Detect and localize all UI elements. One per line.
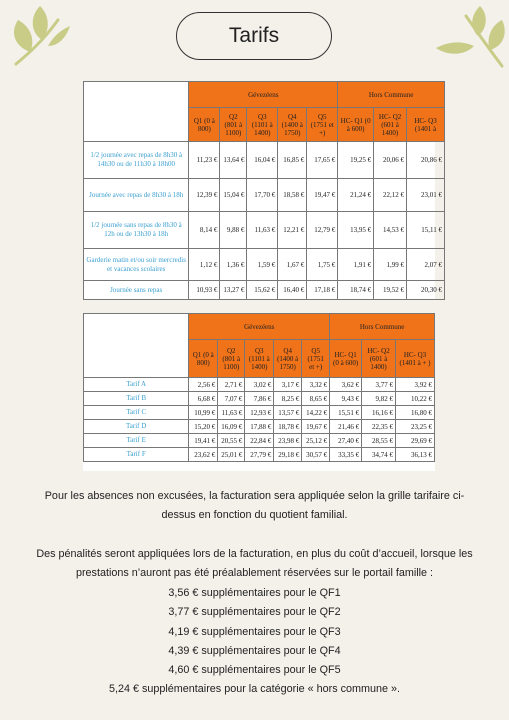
group-header-hors-commune: Hors Commune bbox=[330, 314, 435, 340]
column-header: Q5 (1751 et +) bbox=[307, 108, 338, 142]
table-cell: 15,62 € bbox=[247, 281, 278, 300]
list-item: 4,39 € supplémentaires pour le QF4 bbox=[168, 644, 341, 657]
table-cell: 12,79 € bbox=[307, 212, 338, 249]
table-cell: 21,46 € bbox=[330, 420, 362, 434]
table-cell: 1,91 € bbox=[338, 249, 374, 281]
table-cell: 16,09 € bbox=[218, 420, 245, 434]
table-cell: 16,85 € bbox=[278, 142, 307, 179]
table-cell: 3,02 € bbox=[245, 378, 274, 392]
table-cell: 19,47 € bbox=[307, 179, 338, 212]
table-row bbox=[84, 249, 445, 281]
table-cell: 11,63 € bbox=[218, 406, 245, 420]
table-cell: 13,95 € bbox=[338, 212, 374, 249]
table-cell: 25,12 € bbox=[302, 434, 330, 448]
table-cell: 25,01 € bbox=[218, 448, 245, 462]
table-row bbox=[84, 434, 435, 448]
list-item: 3,56 € supplémentaires pour le QF1 bbox=[168, 587, 341, 599]
row-label: Tarif E bbox=[84, 434, 189, 448]
table-cell: 19,25 € bbox=[338, 142, 374, 179]
tarifs-table-levels bbox=[83, 313, 435, 471]
table-cell: 14,22 € bbox=[302, 406, 330, 420]
table-cell: 2,71 € bbox=[218, 378, 245, 392]
table-cell: 21,24 € bbox=[338, 179, 374, 212]
table-cell: 10,22 € bbox=[396, 392, 435, 406]
table-cell: 12,21 € bbox=[278, 212, 307, 249]
table-cell: 19,52 € bbox=[374, 281, 407, 300]
table-row bbox=[84, 179, 445, 212]
table-cell: 20,55 € bbox=[218, 434, 245, 448]
list-item: 3,77 € supplémentaires pour le QF2 bbox=[168, 606, 341, 619]
table-cell: 8,25 € bbox=[274, 392, 302, 406]
table-cell: 22,12 € bbox=[374, 179, 407, 212]
table-cell: 17,65 € bbox=[307, 142, 338, 179]
absence-paragraph bbox=[16, 487, 493, 526]
table-cell: 17,18 € bbox=[307, 281, 338, 300]
row-label: Tarif B bbox=[84, 392, 189, 406]
column-header: Q3 (1101 à 1400) bbox=[245, 340, 274, 378]
group-header-gevezeens: Gévezéens bbox=[189, 314, 330, 340]
table-corner bbox=[84, 82, 189, 142]
row-label: 1/2 journée sans repas de 8h30 à 12h ou de 13h30 à 18h bbox=[84, 212, 189, 249]
table-cell: 15,51 € bbox=[330, 406, 362, 420]
text-line: Pour les absences non excusées, la facturation sera appliquée selon la grille tarifaire ci- bbox=[44, 490, 465, 502]
table-cell: 11,23 € bbox=[189, 142, 220, 179]
table-cell: 11,63 € bbox=[247, 212, 278, 249]
table-corner bbox=[84, 314, 189, 378]
list-item: 4,60 € supplémentaires pour le QF5 bbox=[168, 664, 341, 677]
table-cell: 6,68 € bbox=[189, 392, 218, 406]
table-cell: 20,30 € bbox=[407, 281, 445, 300]
table-cell: 3,32 € bbox=[302, 378, 330, 392]
table-cell: 36,13 € bbox=[396, 448, 435, 462]
column-header: Q5 (1751 et +) bbox=[302, 340, 330, 378]
table-cell: 2,56 € bbox=[189, 378, 218, 392]
table-cell: 12,93 € bbox=[245, 406, 274, 420]
table-cell: 23,25 € bbox=[396, 420, 435, 434]
table-cell: 23,62 € bbox=[189, 448, 218, 462]
column-header: HC- Q3 (1401 à bbox=[407, 108, 445, 142]
table-cell: 29,18 € bbox=[274, 448, 302, 462]
column-header: HC- Q1 (0 à 600) bbox=[338, 108, 374, 142]
table-row bbox=[84, 212, 445, 249]
table-cell: 18,78 € bbox=[274, 420, 302, 434]
group-header-gevezeens: Gévezéens bbox=[189, 82, 338, 108]
table-cell: 7,07 € bbox=[218, 392, 245, 406]
column-header: Q1 (0 à 800) bbox=[189, 108, 220, 142]
penalty-paragraph bbox=[16, 545, 493, 584]
column-header: Q3 (1101 à 1400) bbox=[247, 108, 278, 142]
table-cell: 2,07 € bbox=[407, 249, 445, 281]
table-cell: 10,99 € bbox=[189, 406, 218, 420]
leaf-decoration-right-icon bbox=[430, 6, 505, 74]
table-cell: 20,06 € bbox=[374, 142, 407, 179]
row-label: Journée sans repas bbox=[84, 281, 189, 300]
table-cell: 13,64 € bbox=[220, 142, 247, 179]
column-header: Q2 (801 à 1100) bbox=[218, 340, 245, 378]
table-cell: 9,43 € bbox=[330, 392, 362, 406]
penalty-list bbox=[16, 584, 493, 700]
column-header: HC- Q1 (0 à 600) bbox=[330, 340, 362, 378]
table-cell: 1,36 € bbox=[220, 249, 247, 281]
table-cell: 1,59 € bbox=[247, 249, 278, 281]
table-cell: 23,98 € bbox=[274, 434, 302, 448]
table-row bbox=[84, 378, 435, 392]
table-cell: 1,99 € bbox=[374, 249, 407, 281]
table-cell: 16,04 € bbox=[247, 142, 278, 179]
table-cell: 27,40 € bbox=[330, 434, 362, 448]
table-cell: 30,57 € bbox=[302, 448, 330, 462]
row-label: Journée avec repas de 8h30 à 18h bbox=[84, 179, 189, 212]
table-cell: 1,12 € bbox=[189, 249, 220, 281]
leaf-decoration-left-icon bbox=[8, 2, 70, 70]
table-cell: 19,67 € bbox=[302, 420, 330, 434]
table-cell: 18,74 € bbox=[338, 281, 374, 300]
table-row bbox=[84, 281, 445, 300]
table-row bbox=[84, 406, 435, 420]
table-cell: 22,84 € bbox=[245, 434, 274, 448]
table-cell: 34,74 € bbox=[362, 448, 396, 462]
table-row bbox=[84, 392, 435, 406]
table-cell: 3,17 € bbox=[274, 378, 302, 392]
table-cell: 16,40 € bbox=[278, 281, 307, 300]
table-row bbox=[84, 420, 435, 434]
table-cell: 1,67 € bbox=[278, 249, 307, 281]
table-cell: 10,93 € bbox=[189, 281, 220, 300]
table-cell: 33,35 € bbox=[330, 448, 362, 462]
text-line: dessus en fonction du quotient familial. bbox=[161, 509, 348, 522]
table-cell: 14,53 € bbox=[374, 212, 407, 249]
table-cell: 27,79 € bbox=[245, 448, 274, 462]
column-header: Q4 (1400 à 1750) bbox=[274, 340, 302, 378]
table-cell: 29,69 € bbox=[396, 434, 435, 448]
row-label: Garderie matin et/ou soir mercredis et vacances scolaires bbox=[84, 249, 189, 281]
table-cell: 3,92 € bbox=[396, 378, 435, 392]
table-cell: 7,86 € bbox=[245, 392, 274, 406]
table-row bbox=[84, 142, 445, 179]
table-cell: 16,16 € bbox=[362, 406, 396, 420]
text-line: Des pénalités seront appliquées lors de la facturation, en plus du coût d’accueil, lorsque les bbox=[36, 548, 473, 560]
table-cell: 15,04 € bbox=[220, 179, 247, 212]
column-header: Q2 (801 à 1100) bbox=[220, 108, 247, 142]
table-cell: 20,86 € bbox=[407, 142, 445, 179]
column-header: Q1 (0 à 800) bbox=[189, 340, 218, 378]
row-label: Tarif C bbox=[84, 406, 189, 420]
table-cell: 12,39 € bbox=[189, 179, 220, 212]
column-header: HC- Q3 (1401 à + ) bbox=[396, 340, 435, 378]
table-cell: 3,62 € bbox=[330, 378, 362, 392]
table-cell: 8,65 € bbox=[302, 392, 330, 406]
table-cell: 19,41 € bbox=[189, 434, 218, 448]
table-cell: 16,80 € bbox=[396, 406, 435, 420]
column-header: Q4 (1400 à 1750) bbox=[278, 108, 307, 142]
table-cell: 8,14 € bbox=[189, 212, 220, 249]
table-cell: 28,55 € bbox=[362, 434, 396, 448]
table-cell: 9,82 € bbox=[362, 392, 396, 406]
page-title-text: Tarifs bbox=[228, 24, 280, 47]
row-label: Tarif D bbox=[84, 420, 189, 434]
row-label: Tarif F bbox=[84, 448, 189, 462]
column-header: HC- Q2 (601 à 1400) bbox=[362, 340, 396, 378]
table-cell: 15,20 € bbox=[189, 420, 218, 434]
table-cell: 22,35 € bbox=[362, 420, 396, 434]
table-cell: 23,01 € bbox=[407, 179, 445, 212]
list-item: 4,19 € supplémentaires pour le QF3 bbox=[168, 625, 341, 638]
column-header: HC- Q2 (601 à 1400) bbox=[374, 108, 407, 142]
row-label: 1/2 journée avec repas de 8h30 à 14h30 ou de 11h30 à 18h00 bbox=[84, 142, 189, 179]
table-cell: 17,88 € bbox=[245, 420, 274, 434]
table-cell: 13,57 € bbox=[274, 406, 302, 420]
table-cell: 13,27 € bbox=[220, 281, 247, 300]
table-cell: 17,70 € bbox=[247, 179, 278, 212]
table-cell: 3,77 € bbox=[362, 378, 396, 392]
row-label: Tarif A bbox=[84, 378, 189, 392]
list-item: 5,24 € supplémentaires pour la catégorie « hors commune ». bbox=[108, 683, 401, 696]
group-header-hors-commune: Hors Commune bbox=[338, 82, 445, 108]
table-cell: 1,75 € bbox=[307, 249, 338, 281]
text-line: prestations n’auront pas été préalablement réservées sur le portail famille : bbox=[75, 567, 434, 580]
table-cell: 18,58 € bbox=[278, 179, 307, 212]
table-cell: 15,11 € bbox=[407, 212, 445, 249]
table-cell: 9,88 € bbox=[220, 212, 247, 249]
tarifs-table-activities bbox=[83, 81, 442, 299]
table-row bbox=[84, 448, 435, 462]
page-title bbox=[176, 12, 332, 60]
